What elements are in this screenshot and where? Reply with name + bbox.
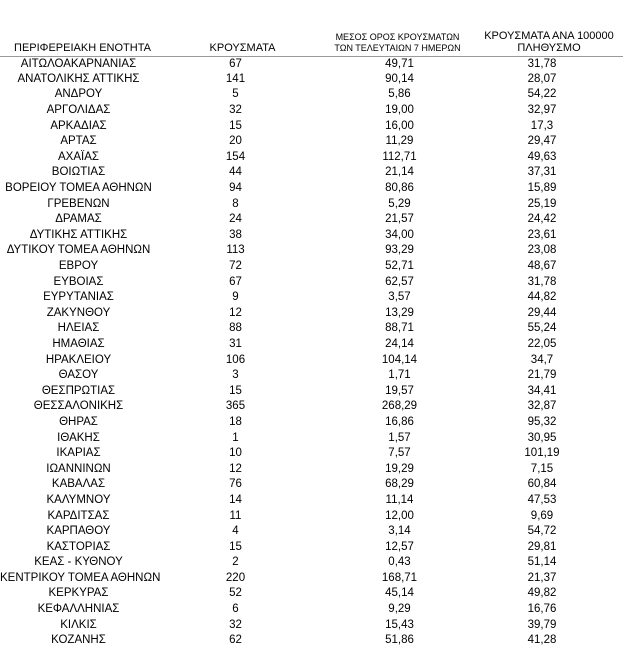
region-cell: ΒΟΡΕΙΟΥ ΤΟΜΕΑ ΑΘΗΝΩΝ [5,182,152,195]
per100k-cell: 22,05 [527,337,557,350]
cases-cell: 9 [232,291,239,304]
table-row [0,56,623,72]
avg7-cell: 21,14 [385,166,414,179]
header-cases: ΚΡΟΥΣΜΑΤΑ [165,0,320,56]
cases-cell: 220 [225,571,246,584]
per100k-cell: 51,14 [527,556,557,569]
cases-cell: 88 [229,322,242,335]
per100k-cell: 55,24 [527,322,557,335]
per100k-cell: 41,28 [527,634,557,647]
per100k-cell: 48,67 [527,260,557,273]
avg7-cell: 1,71 [388,369,411,382]
table-row [0,150,623,166]
table-row [0,290,623,306]
region-cell: ΚΑΒΑΛΑΣ [51,478,106,491]
region-cell: ΚΕΦΑΛΛΗΝΙΑΣ [37,603,120,616]
avg7-cell: 12,00 [385,509,414,522]
region-cell: ΓΡΕΒΕΝΩΝ [47,197,110,210]
region-cell: ΕΒΡΟΥ [58,260,99,273]
per100k-cell: 37,31 [527,166,557,179]
cases-cell: 365 [225,400,246,413]
table-row [0,259,623,275]
region-cell: ΘΕΣΣΑΛΟΝΙΚΗΣ [33,400,124,413]
table-row [0,415,623,431]
cases-cell: 2 [232,556,239,569]
per100k-cell: 31,78 [527,57,557,70]
region-cell: ΚΙΛΚΙΣ [60,618,97,631]
avg7-cell: 7,57 [388,447,411,460]
table-header [0,0,623,56]
region-cell: ΑΡΤΑΣ [60,135,97,148]
cases-cell: 106 [225,353,246,366]
per100k-cell: 7,15 [530,462,554,475]
avg7-cell: 0,43 [388,556,411,569]
avg7-cell: 3,57 [388,291,411,304]
avg7-cell: 104,14 [381,353,418,366]
avg7-cell: 5,86 [388,88,411,101]
avg7-cell: 11,29 [385,135,414,148]
cases-cell: 67 [229,275,242,288]
table-row [0,352,623,368]
region-cell: ΕΥΒΟΙΑΣ [53,275,104,288]
cases-cell: 14 [229,493,242,506]
cases-cell: 44 [229,166,242,179]
avg7-cell: 45,14 [385,587,414,600]
per100k-cell: 21,79 [527,369,557,382]
avg7-cell: 15,43 [385,618,414,631]
table-row [0,430,623,446]
avg7-cell: 16,00 [385,119,414,132]
table-row [0,118,623,134]
table-row [0,243,623,259]
avg7-cell: 93,29 [385,244,414,257]
table-row [0,196,623,212]
per100k-cell: 17,3 [530,119,554,132]
region-cell: ΚΕΡΚΥΡΑΣ [48,587,109,600]
table-row [0,383,623,399]
cases-cell: 76 [229,478,242,491]
table-row [0,524,623,540]
cases-cell: 15 [229,384,242,397]
cases-cell: 11 [229,509,242,522]
avg7-cell: 80,86 [385,182,414,195]
per100k-cell: 24,42 [527,213,557,226]
region-cell: ΗΡΑΚΛΕΙΟΥ [45,353,112,366]
region-cell: ΚΑΣΤΟΡΙΑΣ [46,540,111,553]
region-cell: ΚΟΖΑΝΗΣ [51,634,106,647]
table-row [0,555,623,571]
table-row [0,134,623,150]
per100k-cell: 29,81 [527,540,557,553]
per100k-cell: 29,47 [527,135,557,148]
avg7-cell: 62,57 [385,275,414,288]
avg7-cell: 19,00 [385,104,414,117]
cases-cell: 5 [232,88,239,101]
cases-cell: 32 [229,104,242,117]
cases-cell: 10 [229,447,242,460]
table-row [0,306,623,322]
region-cell: ΑΙΤΩΛΟΑΚΑΡΝΑΝΙΑΣ [20,57,137,70]
avg7-cell: 49,71 [385,57,414,70]
region-cell: ΑΝΑΤΟΛΙΚΗΣ ΑΤΤΙΚΗΣ [17,72,140,85]
per100k-cell: 49,82 [527,587,557,600]
region-cell: ΙΘΑΚΗΣ [57,431,100,444]
table-row [0,446,623,462]
per100k-cell: 101,19 [524,447,560,460]
region-cell: ΗΛΕΙΑΣ [57,322,100,335]
per100k-cell: 15,89 [527,182,557,195]
avg7-cell: 5,29 [388,197,411,210]
avg7-cell: 34,00 [385,228,414,241]
avg7-cell: 51,86 [385,634,414,647]
per100k-cell: 16,76 [527,603,557,616]
avg7-cell: 24,14 [385,337,414,350]
region-cell: ΑΡΚΑΔΙΑΣ [50,119,107,132]
per100k-cell: 31,78 [527,275,557,288]
region-cell: ΖΑΚΥΝΘΟΥ [46,306,111,319]
table-row [0,274,623,290]
table-row [0,228,623,244]
table-row [0,181,623,197]
table-row [0,72,623,88]
cases-cell: 12 [229,462,242,475]
avg7-cell: 13,29 [385,306,414,319]
cases-cell: 8 [232,197,239,210]
table-row [0,399,623,415]
region-cell: ΘΗΡΑΣ [59,415,98,428]
cases-cell: 4 [232,525,239,538]
table-body [0,56,623,649]
per100k-cell: 60,84 [527,478,557,491]
cases-cell: 67 [229,57,242,70]
table-row [0,602,623,618]
per100k-cell: 49,63 [527,150,557,163]
avg7-cell: 88,71 [385,322,414,335]
region-cell: ΑΧΑΪΑΣ [58,150,99,163]
cases-cell: 6 [232,603,239,616]
table-row [0,493,623,509]
cases-cell: 38 [229,228,242,241]
region-cell: ΕΥΡΥΤΑΝΙΑΣ [43,291,114,304]
cases-cell: 31 [229,337,242,350]
cases-cell: 1 [232,431,239,444]
cases-cell: 62 [229,634,242,647]
per100k-cell: 32,87 [527,400,557,413]
avg7-cell: 268,29 [381,400,418,413]
per100k-cell: 34,41 [527,384,557,397]
region-cell: ΔΡΑΜΑΣ [55,213,102,226]
cases-cell: 72 [229,260,242,273]
per100k-cell: 47,53 [527,493,557,506]
header-row [0,0,623,56]
avg7-cell: 52,71 [385,260,414,273]
avg7-cell: 9,29 [388,603,411,616]
region-cell: ΑΝΔΡΟΥ [54,88,103,101]
region-cell: ΙΩΑΝΝΙΝΩΝ [46,462,111,475]
per100k-cell: 9,69 [530,509,554,522]
region-cell: ΔΥΤΙΚΗΣ ΑΤΤΙΚΗΣ [29,228,128,241]
per100k-cell: 39,79 [527,618,557,631]
region-cell: ΘΕΣΠΡΩΤΙΑΣ [41,384,116,397]
per100k-cell: 32,97 [527,104,557,117]
cases-cell: 141 [225,72,246,85]
avg7-cell: 16,86 [385,415,414,428]
cases-cell: 3 [232,369,239,382]
cases-cell: 154 [225,150,246,163]
cases-cell: 15 [229,540,242,553]
avg7-cell: 12,57 [385,540,414,553]
region-cell: ΔΥΤΙΚΟΥ ΤΟΜΕΑ ΑΘΗΝΩΝ [6,244,151,257]
avg7-cell: 3,14 [388,525,411,538]
cases-cell: 52 [229,587,242,600]
avg7-cell: 11,14 [385,493,414,506]
avg7-cell: 68,29 [385,478,414,491]
per100k-cell: 54,72 [527,525,557,538]
cases-cell: 94 [229,182,242,195]
per100k-cell: 44,82 [527,291,557,304]
header-per100k: ΚΡΟΥΣΜΑΤΑ ΑΝΑ 100000 ΠΛΗΘΥΣΜΟ [475,0,623,56]
table-row [0,87,623,103]
per100k-cell: 29,44 [527,306,557,319]
avg7-cell: 168,71 [381,571,418,584]
cases-cell: 20 [229,135,242,148]
cases-cell: 18 [229,415,242,428]
per100k-cell: 23,61 [527,228,557,241]
region-cell: ΘΑΣΟΥ [58,369,99,382]
table-row [0,337,623,353]
region-cell: ΗΜΑΘΙΑΣ [52,337,105,350]
cases-cell: 113 [226,244,245,257]
table-row [0,461,623,477]
region-cell: ΑΡΓΟΛΙΔΑΣ [46,104,111,117]
table-row [0,539,623,555]
region-cell: ΒΟΙΩΤΙΑΣ [51,166,106,179]
cases-cell: 15 [229,119,242,132]
header-avg7: ΜΕΣΟΣ ΟΡΟΣ ΚΡΟΥΣΜΑΤΩΝ ΤΩΝ ΤΕΛΕΥΤΑΙΩΝ 7 ΗΜΕΡΩΝ [320,0,475,56]
avg7-cell: 19,29 [385,462,414,475]
table-row [0,165,623,181]
per100k-cell: 34,7 [530,353,554,366]
per100k-cell: 54,22 [527,88,557,101]
table-row [0,586,623,602]
region-cell: ΙΚΑΡΙΑΣ [56,447,101,460]
table-row [0,633,623,649]
avg7-cell: 112,71 [382,150,417,163]
table-row [0,477,623,493]
table-row [0,617,623,633]
cases-cell: 12 [229,306,242,319]
cases-cell: 24 [229,213,242,226]
table-row [0,103,623,119]
region-cell: ΚΑΡΠΑΘΟΥ [46,525,111,538]
table-row [0,508,623,524]
per100k-cell: 23,08 [527,244,557,257]
per100k-cell: 25,19 [527,197,557,210]
avg7-cell: 90,14 [385,72,414,85]
per100k-cell: 28,07 [527,72,557,85]
per100k-cell: 95,32 [527,415,557,428]
per100k-cell: 30,95 [527,431,557,444]
table-row [0,571,623,587]
region-cell: ΚΑΛΥΜΝΟΥ [46,493,111,506]
cases-cell: 32 [229,618,242,631]
avg7-cell: 21,57 [385,213,414,226]
header-region: ΠΕΡΙΦΕΡΕΙΑΚΗ ΕΝΟΤΗΤΑ [0,0,165,56]
avg7-cell: 1,57 [388,431,411,444]
region-cell: ΚΕΝΤΡΙΚΟΥ ΤΟΜΕΑ ΑΘΗΝΩΝ [0,571,161,584]
table-row [0,321,623,337]
avg7-cell: 19,57 [385,384,414,397]
table-row [0,368,623,384]
region-cell: ΚΕΑΣ - ΚΥΘΝΟΥ [34,556,123,569]
table-row [0,212,623,228]
per100k-cell: 21,37 [527,571,557,584]
region-cell: ΚΑΡΔΙΤΣΑΣ [47,509,110,522]
